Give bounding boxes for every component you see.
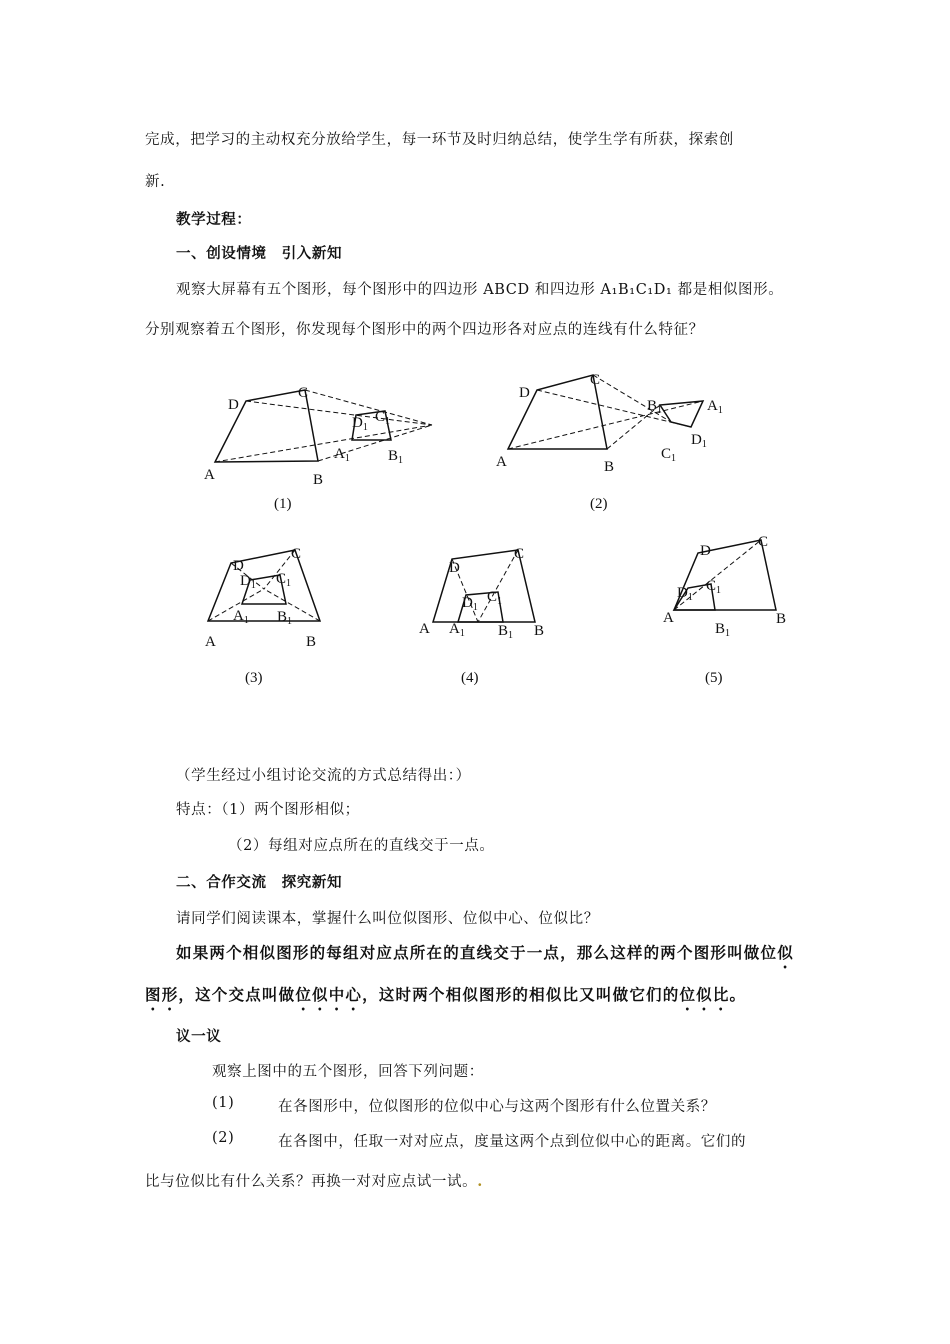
fig1-label-d1: $D_1$ <box>352 415 368 433</box>
fig1-label-c: C <box>298 385 309 401</box>
caption-figure-5: (5) <box>705 670 723 686</box>
fig4-label-c1: $C_1$ <box>487 589 503 607</box>
fig4-label-b1: $B_1$ <box>498 623 514 641</box>
discuss-intro: 观察上图中的五个图形，回答下列问题： <box>212 1064 484 1080</box>
fig1-label-d: D <box>228 397 239 413</box>
fig5-label-d: D <box>700 543 711 559</box>
fig5-label-a: A <box>663 610 674 626</box>
fig3-label-c: C <box>291 546 302 562</box>
caption-figure-3: (3) <box>245 670 263 686</box>
section2-question: 请同学们阅读课本，掌握什么叫位似图形、位似中心、位似比？ <box>176 911 599 927</box>
process-title: 教学过程： <box>176 211 252 228</box>
figure-4 <box>419 546 544 641</box>
figure-2 <box>496 372 723 475</box>
fig4-label-c: C <box>514 546 525 562</box>
section2-title: 二、合作交流 探究新知 <box>176 874 343 891</box>
fig3-label-a: A <box>205 634 216 650</box>
fig2-quad-a1b1c1d1 <box>660 401 703 427</box>
fig4-label-a: A <box>419 621 430 637</box>
caption-figure-1: (1) <box>274 496 292 512</box>
section1-title: 一、创设情境 引入新知 <box>176 245 343 262</box>
fig5-label-d1: $D_1$ <box>677 585 693 603</box>
figure-5 <box>663 534 786 639</box>
discuss-q1-number: (1) <box>212 1095 235 1111</box>
fig3-quad-abcd <box>208 550 320 621</box>
intro-line-1: 完成，把学习的主动权充分放给学生，每一环节及时归纳总结，使学生学有所获，探索创 <box>145 132 734 148</box>
fig4-label-b: B <box>534 623 545 639</box>
fig2-label-a1: $A_1$ <box>707 398 723 416</box>
discuss-q2-text-2: 比与位似比有什么关系？再换一对对应点试一试。. <box>145 1173 483 1190</box>
fig5-label-c: C <box>758 534 769 550</box>
fig2-label-d1: $D_1$ <box>691 432 707 450</box>
definition-line-1: 如果两个相似图形的每组对应点所在的直线交于一点，那么这样的两个图形叫做位似 <box>176 943 794 962</box>
caption-figure-2: (2) <box>590 496 608 512</box>
section1-paragraph-2: 分别观察着五个图形，你发现每个图形中的两个四边形各对应点的连线有什么特征？ <box>145 322 704 338</box>
discuss-title: 议一议 <box>176 1028 222 1045</box>
fig4-label-a1: $A_1$ <box>449 621 465 639</box>
discussion-note: （学生经过小组讨论交流的方式总结得出：） <box>176 768 471 784</box>
fig2-label-d: D <box>519 385 530 401</box>
fig3-label-c1: $C_1$ <box>276 571 292 589</box>
discuss-q2-number: (2) <box>212 1130 235 1146</box>
figure-1 <box>204 385 432 488</box>
fig2-label-b: B <box>604 459 615 475</box>
discuss-q1-text: 在各图形中，位似图形的位似中心与这两个图形有什么位置关系？ <box>278 1099 716 1115</box>
fig3-label-b1: $B_1$ <box>277 609 293 627</box>
fig3-label-d1: $D_1$ <box>240 573 256 591</box>
definition-line-2: 图形，这个交点叫做位似中心，这时两个相似图形的相似比又叫做它们的位似比。 <box>145 985 747 1004</box>
fig4-label-d1: $D_1$ <box>462 595 478 613</box>
fig3-label-b: B <box>306 634 317 650</box>
fig2-label-c: C <box>590 372 601 388</box>
section1-paragraph-1: 观察大屏幕有五个图形，每个图形中的四边形 ABCD 和四边形 A₁B₁C₁D₁ 都是相似图形。 <box>176 282 784 298</box>
fig5-label-c1: $C_1$ <box>706 578 722 596</box>
fig1-label-b1: $B_1$ <box>388 448 404 466</box>
feature-1: 特点：（1）两个图形相似； <box>176 802 360 818</box>
fig1-label-b: B <box>313 472 324 488</box>
fig4-label-d: D <box>449 560 460 576</box>
discuss-q2-text-1: 在各图中，任取一对对应点，度量这两个点到位似中心的距离。它们的 <box>278 1134 747 1150</box>
fig1-label-a1: $A_1$ <box>334 446 350 464</box>
fig1-label-c1: $C_1$ <box>375 409 391 427</box>
fig5-label-b1: $B_1$ <box>715 621 731 639</box>
figure-3 <box>205 546 320 650</box>
fig5-label-b: B <box>776 611 787 627</box>
fig3-label-d: D <box>233 558 244 574</box>
fig2-label-a: A <box>496 454 507 470</box>
feature-2: （2）每组对应点所在的直线交于一点。 <box>228 838 495 854</box>
fig3-label-a1: $A_1$ <box>233 608 249 626</box>
fig1-label-a: A <box>204 467 215 483</box>
end-mark: . <box>477 1173 483 1190</box>
fig2-label-c1: $C_1$ <box>661 446 677 464</box>
intro-line-2: 新. <box>145 174 166 190</box>
fig2-label-b1: $B_1$ <box>647 398 663 416</box>
caption-figure-4: (4) <box>461 670 479 686</box>
